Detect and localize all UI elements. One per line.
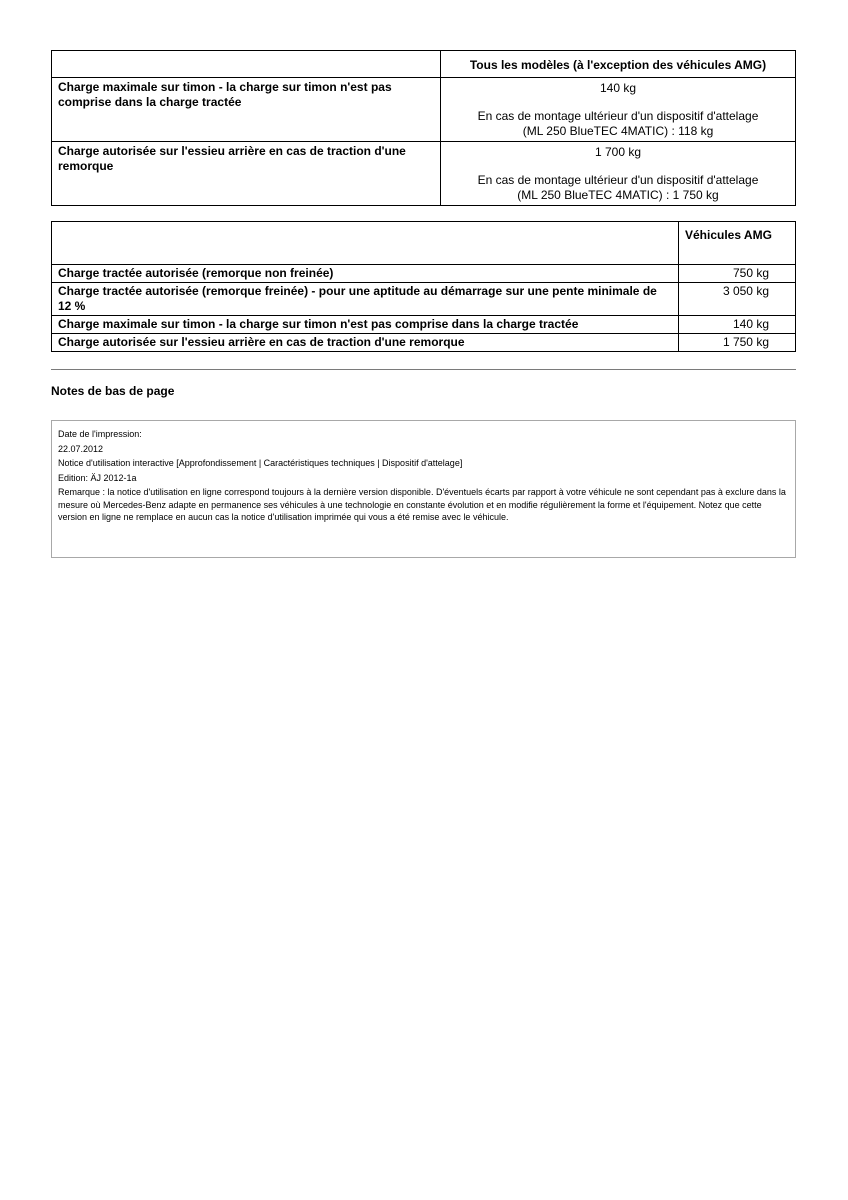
table-row [52, 334, 796, 352]
table-header-row [52, 222, 796, 265]
edition: Edition: ÄJ 2012-1a [58, 472, 137, 483]
table-row [52, 142, 796, 206]
breadcrumb: Notice d'utilisation interactive [Approfondissement | Caractéristiques techniques | Dispositif d'attelage] [58, 458, 463, 468]
table-row [52, 316, 796, 334]
row-value-cell [441, 142, 796, 206]
row-label: Charge autorisée sur l'essieu arrière en cas de traction d'une remorque [52, 142, 441, 206]
towing-specs-table-amg [51, 221, 796, 352]
remark: Remarque : la notice d'utilisation en ligne correspond toujours à la dernière version disponible. D'éventuels écarts par rapport à votre véhicule ne sont cependant pas à exclure dans la mesure où Mercedes-Benz adapte en permanence ses véhicules à une technologie en constante évolution et en modifie régulièrement la forme et l'équipement. Notez que cette version en ligne ne remplace en aucun cas la notice d'utilisation imprimée qui vous a été remise avec le véhicule. [58, 487, 786, 522]
print-date-label: Date de l'impression: [58, 429, 142, 439]
print-info-box [51, 420, 796, 558]
row-value: 140 kg [679, 316, 796, 334]
section-divider [51, 369, 796, 370]
column-header-amg: Véhicules AMG [679, 222, 796, 265]
header-empty-cell [52, 51, 441, 78]
footnotes-title: Notes de bas de page [51, 384, 175, 398]
header-empty-cell [52, 222, 679, 265]
row-note-line2: (ML 250 BlueTEC 4MATIC) : 1 750 kg [517, 188, 719, 202]
row-note-line1: En cas de montage ultérieur d'un dispositif d'attelage [477, 173, 759, 187]
row-note-line1: En cas de montage ultérieur d'un dispositif d'attelage [477, 109, 759, 123]
row-value: 140 kg [599, 81, 637, 95]
row-value: 1 700 kg [594, 145, 642, 159]
row-value: 750 kg [679, 265, 796, 283]
row-label: Charge autorisée sur l'essieu arrière en cas de traction d'une remorque [52, 334, 679, 352]
towing-specs-table-all-models [51, 50, 796, 206]
column-header-all-models: Tous les modèles (à l'exception des véhicules AMG) [441, 51, 796, 78]
row-value: 1 750 kg [679, 334, 796, 352]
row-note-line2: (ML 250 BlueTEC 4MATIC) : 118 kg [522, 124, 714, 138]
row-label: Charge tractée autorisée (remorque non freinée) [52, 265, 679, 283]
row-label: Charge maximale sur timon - la charge sur timon n'est pas comprise dans la charge tractée [52, 316, 679, 334]
table-row [52, 283, 796, 316]
row-label: Charge maximale sur timon - la charge sur timon n'est pas comprise dans la charge tractée [52, 78, 441, 142]
table-row [52, 265, 796, 283]
table-row [52, 78, 796, 142]
print-date: 22.07.2012 [58, 443, 104, 454]
table-header-row [52, 51, 796, 78]
row-value: 3 050 kg [679, 283, 796, 316]
row-value-cell [441, 78, 796, 142]
row-label: Charge tractée autorisée (remorque freinée) - pour une aptitude au démarrage sur une pente minimale de 12 % [52, 283, 679, 316]
